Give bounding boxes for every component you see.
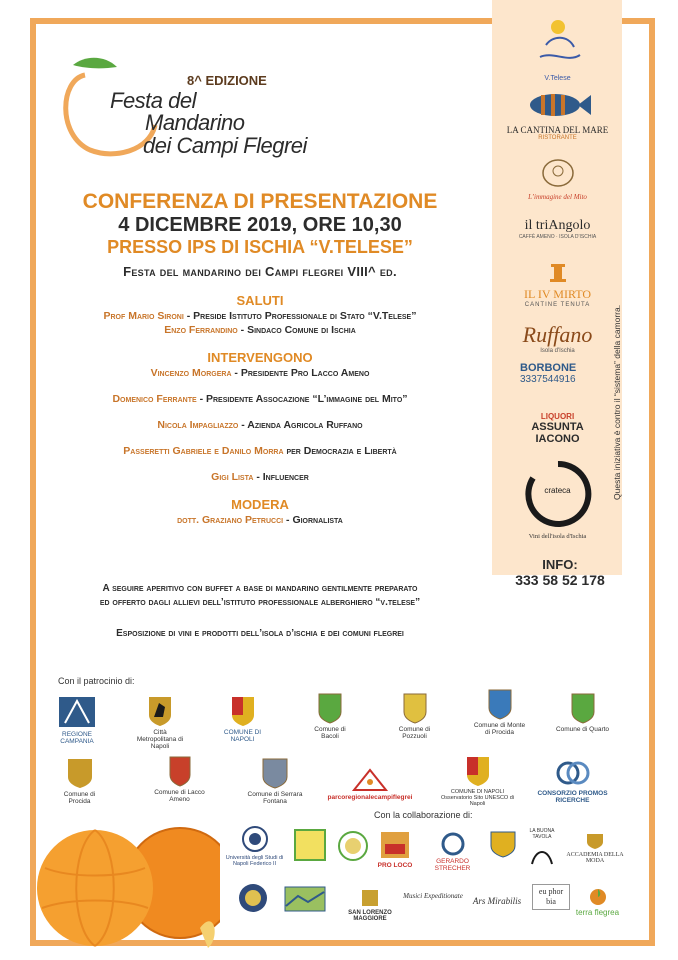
- patron-label: parcoregionalecampiflegrei: [327, 794, 413, 801]
- liquori-label: LIQUORI: [540, 412, 575, 421]
- column-icon: [543, 262, 573, 282]
- patrocinio-label: Con il patrocinio di:: [58, 676, 135, 686]
- collab-label: ACCADEMIA DELLA MODA: [566, 852, 624, 864]
- speaker-name: Gigi Lista: [211, 471, 254, 483]
- regione-campania-icon: [57, 695, 97, 729]
- san-lorenzo-icon: [360, 888, 380, 908]
- collab-label: Università degli Studi di Napoli Federico II: [225, 855, 284, 867]
- speaker-name: Prof Mario Sironi: [103, 310, 184, 322]
- cantina-name: LA CANTINA DEL MARE: [506, 125, 609, 135]
- patron-logo: [530, 758, 615, 804]
- sponsor-telese: [500, 15, 615, 82]
- speaker-row: [30, 419, 490, 431]
- buona-tavola-icon: [528, 840, 556, 866]
- cantina-sub: RISTORANTE: [538, 135, 577, 141]
- sponsor-immagine: [500, 158, 615, 201]
- title-line-3: dei Campi Flegrei: [143, 133, 307, 158]
- modera-heading: MODERA: [231, 497, 289, 512]
- patron-logo: [135, 695, 185, 750]
- title-line-1: Festa del: [110, 88, 196, 113]
- aperitivo-note: [50, 582, 470, 610]
- festival-logo: [55, 55, 355, 165]
- fish-icon: [523, 90, 593, 120]
- patron-logo: [52, 695, 102, 745]
- small-crest-icon: [489, 830, 517, 858]
- borbone-name: BORBONE: [520, 362, 577, 374]
- patron-logo: [305, 690, 355, 740]
- speaker-name: Nicola Impagliazzo: [157, 419, 239, 431]
- speaker-name: Domenico Ferrante: [112, 393, 197, 405]
- speaker-role: - Presidente Pro Lacco Ameno: [231, 367, 370, 379]
- monte-procida-crest-icon: [487, 688, 513, 720]
- crateca-sub: Vini dell'isola d'Ischia: [528, 533, 587, 540]
- patron-label: COMUNE DI NAPOLI: [223, 729, 262, 743]
- napoli-unesco-crest-icon: [465, 755, 491, 787]
- speaker-role: - Sindaco Comune di Ischia: [237, 324, 356, 336]
- patron-logo: [245, 755, 305, 805]
- procida-crest-icon: [65, 755, 95, 789]
- speaker-name: Passeretti Gabriele e Danilo Morra: [123, 445, 284, 457]
- info-box: [500, 557, 620, 588]
- moderator-row: [30, 514, 490, 526]
- speaker-role: - Preside Istituto Professionale di Stato “V.Telese”: [183, 310, 417, 322]
- triangolo-name: il triAngolo: [524, 218, 591, 233]
- napoli-crest-icon: [230, 695, 256, 727]
- event-date: 4 DICEMBRE 2019, ORE 10,30: [118, 214, 402, 236]
- quarto-crest-icon: [570, 690, 596, 724]
- ruffano-name: Ruffano: [522, 322, 593, 347]
- speaker-row: [30, 471, 490, 483]
- terra-flegrea-icon: [589, 888, 607, 906]
- collab-label: Musici Expeditionate: [403, 892, 463, 900]
- collab-label: LA BUONA TAVOLA: [529, 828, 555, 840]
- sponsor-mirto: [500, 262, 615, 308]
- collab-logo: [402, 892, 464, 900]
- speaker-name: Vincenzo Morgera: [150, 367, 232, 379]
- mirto-name: IL IV MIRTO: [523, 287, 592, 301]
- event-info: [30, 190, 490, 528]
- info-label: INFO:: [542, 557, 578, 572]
- mandarin-fruit-icon: [30, 808, 220, 948]
- telese-label: V.Telese: [544, 75, 571, 82]
- sponsor-triangolo: [500, 218, 615, 240]
- sponsor-cantina: [500, 90, 615, 141]
- serrara-crest-icon: [261, 755, 289, 789]
- speaker-role: - Influencer: [253, 471, 309, 483]
- assunta-line-1: ASSUNTA: [531, 421, 584, 433]
- sponsor-borbone: [500, 362, 615, 385]
- speaker-row: [30, 393, 490, 405]
- saluti-row: [30, 310, 490, 322]
- collab-logo: [290, 828, 330, 864]
- collab-label: terra flegrea: [575, 908, 620, 917]
- saluti-row: [30, 324, 490, 336]
- patron-label: Comune di Monte di Procida: [473, 722, 526, 736]
- collab-logo: [488, 830, 518, 860]
- patron-label: Comune di Lacco Ameno: [154, 789, 205, 803]
- sponsor-ruffano: [500, 322, 615, 354]
- patron-logo: [215, 695, 270, 743]
- strecher-icon: [441, 832, 465, 856]
- title-line-2: Mandarino: [145, 110, 245, 135]
- sponsor-crateca: [500, 458, 615, 540]
- collab-logo: [340, 888, 400, 922]
- collab-label: SAN LORENZO MAGGIORE: [348, 910, 392, 922]
- edition-number: 8^: [187, 73, 202, 88]
- patron-label: Comune di Quarto: [555, 726, 610, 733]
- bacoli-crest-icon: [317, 690, 343, 724]
- sponsor-assunta: [500, 412, 615, 445]
- blue-seal-icon: [237, 882, 269, 914]
- lacco-ameno-crest-icon: [168, 755, 192, 787]
- speaker-role: - Presidente Assocazione “L’immagine del Mito”: [196, 393, 408, 405]
- event-location: PRESSO IPS DI ISCHIA “V.TELESE”: [107, 237, 413, 257]
- collab-label: Ars Mirabilis: [472, 896, 522, 906]
- moderator-role: - Giornalista: [283, 514, 343, 526]
- patron-label: CONSORZIO PROMOS RICERCHE: [537, 790, 608, 804]
- esposizione-note: Esposizione di vini e prodotti dell’isola d’ischia e dei comuni flegrei: [116, 628, 404, 639]
- collab-label: eu phor bia: [538, 887, 564, 906]
- event-heading: CONFERENZA DI PRESENTAZIONE: [82, 190, 438, 213]
- collab-logo: [420, 832, 485, 872]
- assunta-line-2: IACONO: [535, 433, 580, 445]
- immagine-mito-icon: [540, 158, 576, 188]
- collab-label: GERARDO STRECHER: [434, 858, 471, 872]
- aperitivo-line-1: A seguire aperitivo con buffet a base di mandarino gentilmente preparato: [102, 583, 418, 594]
- moda-crest-icon: [585, 832, 605, 850]
- patron-label: REGIONE CAMPANIA: [60, 731, 94, 745]
- immagine-label: L’immagine del Mito: [528, 193, 587, 201]
- speaker-role: per Democrazia e Libertà: [283, 445, 397, 457]
- telese-logo-icon: [528, 15, 588, 70]
- patron-logo: [472, 688, 527, 736]
- collab-logo: [375, 830, 415, 869]
- side-note: Questa iniziativa è contro il “sistema” della camorra.: [612, 304, 622, 500]
- patron-logo: [52, 755, 107, 805]
- collab-logo: [532, 884, 570, 910]
- promos-icon: [553, 758, 593, 788]
- intervengono-heading: INTERVENGONO: [207, 350, 313, 365]
- collab-logo: [222, 825, 287, 867]
- collab-logo: [333, 830, 373, 864]
- borbone-phone: 3337544916: [520, 374, 576, 385]
- landscape-logo-icon: [284, 886, 326, 912]
- edition-word: EDIZIONE: [205, 73, 267, 88]
- collab-logo: [282, 886, 327, 914]
- ruffano-sub: Isola d'Ischia: [540, 348, 575, 354]
- collab-logo: [570, 888, 625, 917]
- unina-seal-icon: [241, 825, 269, 853]
- event-festa-line: Festa del mandarino dei Campi flegrei VIII^ ed.: [123, 264, 397, 279]
- edition-label: [187, 73, 267, 88]
- patron-logo: [435, 755, 520, 807]
- patron-logo: [555, 690, 610, 733]
- info-phone: 333 58 52 178: [515, 572, 605, 588]
- collab-logo: [466, 896, 528, 906]
- aperitivo-line-2: ed offerto dagli allievi dell’istituto professionale alberghiero “v.telese”: [99, 597, 421, 608]
- speaker-name: Enzo Ferrandino: [164, 324, 238, 336]
- saluti-heading: SALUTI: [236, 293, 284, 308]
- pozzuoli-crest-icon: [402, 692, 428, 724]
- horse-crest-icon: [147, 695, 173, 727]
- patron-logo: [320, 768, 420, 801]
- patron-label: Comune di Bacoli: [314, 726, 346, 740]
- collaborazione-label: Con la collaborazione di:: [374, 810, 473, 820]
- patron-label: Comune di Serrara Fontana: [247, 791, 303, 805]
- collab-label: PRO LOCO: [377, 862, 413, 869]
- patron-label: Comune di Pozzuoli: [398, 726, 431, 740]
- patron-logo: [387, 692, 442, 740]
- crateca-name: crateca: [544, 486, 571, 495]
- patron-logo: [152, 755, 207, 803]
- parco-flegrei-icon: [350, 768, 390, 792]
- speaker-row: [30, 445, 490, 457]
- mirto-sub: CANTINE TENUTA: [524, 302, 591, 308]
- patron-label: Città Metropolitana di Napoli: [136, 729, 184, 750]
- speaker-row: [30, 367, 490, 379]
- patron-label: Comune di Procida: [63, 791, 96, 805]
- round-seal-icon: [337, 830, 369, 862]
- collab-logo: [565, 832, 625, 864]
- triangolo-sub: CAFFÈ AMENO · ISOLA D'ISCHIA: [518, 234, 597, 240]
- collab-logo: [522, 828, 562, 868]
- speaker-role: - Azienda Agricola Ruffano: [238, 419, 363, 431]
- collab-logo: [235, 882, 271, 916]
- proloco-icon: [379, 830, 411, 860]
- moderator-name: dott. Graziano Petrucci: [177, 514, 284, 526]
- patron-label: COMUNE DI NAPOLI Osservatorio Sito UNESCO di Napoli: [440, 789, 515, 807]
- green-crest-icon: [293, 828, 327, 862]
